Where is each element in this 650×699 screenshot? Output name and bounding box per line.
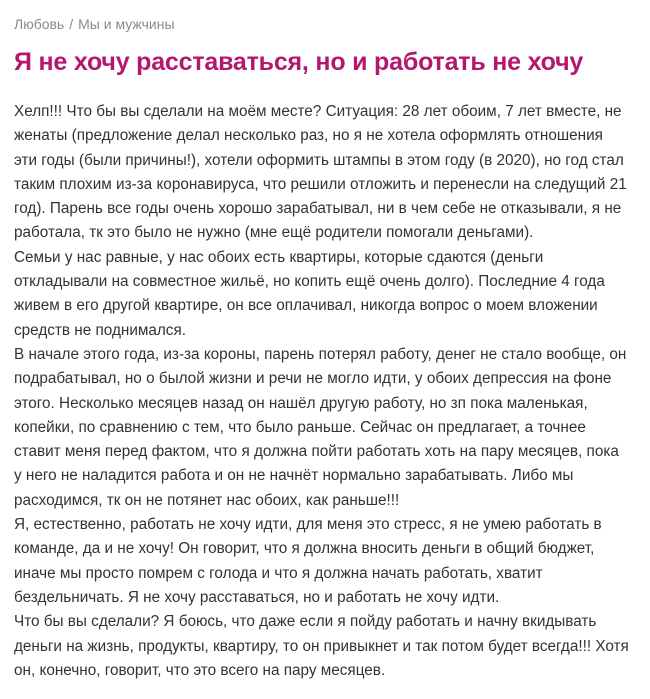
article-paragraph: Что бы вы сделали? Я боюсь, что даже если я пойду работать и начну вкидывать деньги на жизнь, продукты, квартиру, то он привыкнет и так потом будет всегда!!! Хотя он, конечно, говорит, что это всего на пару месяцев. [14,613,629,679]
article-body [14,100,630,683]
article-paragraph: Я, естественно, работать не хочу идти, для меня это стресс, я не умею работать в команде, да и не хочу! Он говорит, что я должна вносить деньги в общий бюджет, иначе мы просто помрем с голода и что я должна начать работать, хватит бездельничать. Я не хочу расставаться, но и работать не хочу идти. [14,516,602,606]
breadcrumb-link-love[interactable]: Любовь [14,16,65,32]
article-paragraph: В начале этого года, из-за короны, парень потерял работу, денег не стало вообще, он подрабатывал, но о былой жизни и речи не могло идти, у обоих депрессия на фоне этого. Несколько месяцев назад он нашёл другую работу, но зп пока маленькая, копейки, по сравнению с тем, что было раньше. Сейчас он предлагает, а точнее ставит меня перед фактом, что я должна пойти работать хоть на пару месяцев, пока у него не наладится работа и он не начнёт нормально зарабатывать. Либо мы расходимся, тк он не потянет нас обоих, как раньше!!! [14,345,627,509]
breadcrumb-link-men[interactable]: Мы и мужчины [78,16,175,32]
article-paragraph: Семьи у нас равные, у нас обоих есть квартиры, которые сдаются (деньги откладывали на совместное жильё, но копить ещё очень долго). Последние 4 года живем в его другой квартире, он все оплачивал, никогда вопрос о моем вложении средств не поднимался. [14,248,605,339]
breadcrumb-separator: / [69,16,74,32]
page-title: Я не хочу расставаться, но и работать не хочу [14,48,584,76]
article-paragraph: Хелп!!! Что бы вы сделали на моём месте? Ситуация: 28 лет обоим, 7 лет вместе, не женаты (предложение делал несколько раз, но я не хотела оформлять отношения эти годы (были причины!), хотели оформить штампы в этом году (в 2020), но год стал таким плохим из-за коронавируса, что решили отложить и перенесли на следущий 21 год). Парень все годы очень хорошо зарабатывал, ни в чем себе не отказывали, я не работала, тк это было не нужно (мне ещё родители помогали деньгами). [14,103,627,242]
breadcrumb [14,14,630,34]
